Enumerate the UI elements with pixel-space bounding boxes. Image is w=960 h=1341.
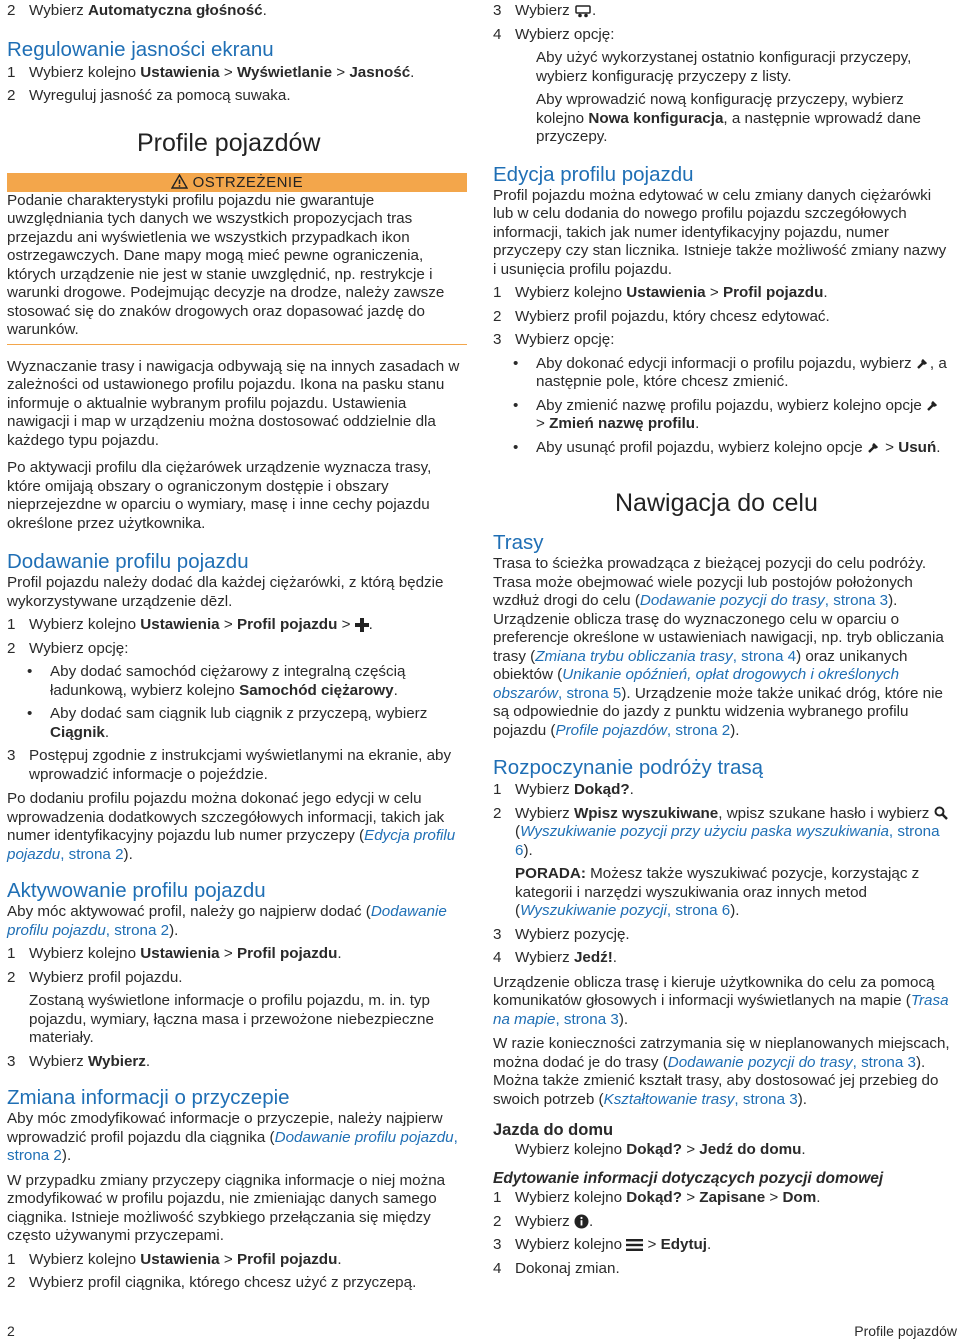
adding-step-1: 1 Wybierz kolejno Ustawienia > Profil pojazdu > .	[7, 616, 373, 633]
brightness-heading: Regulowanie jasności ekranu	[7, 37, 274, 61]
profiles-paragraph-2: Po aktywacji profilu dla ciężarówek urządzenie wyznacza trasy, które omijają obszary o ograniczonym dostępie i obszary nieprzejezdne w oparciu o wymiary, masę i inne cechy pojazdu określone przez użytkownika.	[7, 459, 432, 532]
info-icon[interactable]	[574, 1214, 589, 1229]
editing-heading: Edycja profilu pojazdu	[493, 162, 694, 186]
edit-home-step-2: 2 Wybierz .	[493, 1212, 594, 1230]
wrench-icon[interactable]	[926, 398, 940, 412]
adding-profile-heading: Dodawanie profilu pojazdu	[7, 550, 249, 573]
link-shape-route[interactable]: Kształtowanie trasy	[603, 1090, 735, 1108]
trailer-heading: Zmiana informacji o przyczepie	[7, 1086, 290, 1109]
link-adding-profile-2[interactable]: Dodawanie profilu pojazdu	[274, 1128, 454, 1146]
warning-text: Podanie charakterystyki profilu pojazdu nie gwarantuje uwzględniania tych danych we wszystkich propozycjach tras przejazdu ani wyświetlenia we wszystkich przypadkach ikon ostrzegawczych. Dane mapy mogą mieć pewne ograniczenia, których urządzenie nie jest w stanie uwzględnić, np. restrykcje i warunki drogowe. Podejmując decyzje na drodze, należy zawsze stosować się do znaków drogowych oraz dopasować jazdę do warunków.	[7, 191, 445, 338]
brightness-step-1: 1 Wybierz kolejno Ustawienia > Wyświetlanie > Jasność.	[7, 63, 415, 81]
left-column	[7, 0, 467, 1293]
link-route-mode[interactable]: Zmiana trybu obliczania trasy	[535, 647, 733, 665]
activating-step-2-note: Zostaną wyświetlone informacje o profilu pojazdu, m. in. typ pojazdu, wymiary, łączna masa i przewożone niebezpieczne materiały.	[29, 992, 434, 1046]
edit-home-step-1: 1 Wybierz kolejno Dokąd? > Zapisane > Dom.	[493, 1189, 821, 1206]
editing-bullet-2: • Aby zmienić nazwę profilu pojazdu, wybierz kolejno opcje > Zmień nazwę profilu.	[493, 397, 953, 434]
activating-step-3: 3 Wybierz Wybierz.	[7, 1052, 151, 1070]
chapter-title-navigation: Nawigacja do celu	[615, 489, 818, 517]
adding-intro: Profil pojazdu należy dodać dla każdej ciężarówki, z którą będzie wykorzystywane urządzenie dēzl.	[7, 574, 444, 610]
trailer-bullet-2: Aby wprowadzić nową konfigurację przyczepy, wybierz kolejno Nowa konfiguracja, a następnie wprowadź dane przyczepy.	[536, 91, 921, 145]
right-column	[493, 0, 953, 1278]
editing-step-1: 1 Wybierz kolejno Ustawienia > Profil pojazdu.	[493, 284, 828, 301]
link-adding-profile[interactable]: Dodawanie profilu pojazdu	[7, 903, 447, 939]
edit-home-step-4: 4 Dokonaj zmian.	[493, 1259, 620, 1277]
wrench-icon[interactable]	[916, 356, 930, 370]
warning-triangle-icon	[171, 174, 188, 189]
trailer-step-4: 4 Wybierz opcję:	[493, 25, 615, 43]
adding-bullet-1: • Aby dodać samochód ciężarowy z integralną częścią ładunkową, wybierz kolejno Samochód ciężarowy.	[27, 663, 406, 699]
warning-label: OSTRZEŻENIE	[192, 173, 304, 191]
editing-bullet-3: • Aby usunąć profil pojazdu, wybierz kolejno opcje > Usuń.	[513, 438, 941, 456]
starting-paragraph-1: Urządzenie oblicza trasę i kieruje użytkownika do celu za pomocą komunikatów głosowych i informacji wyświetlanych na mapie (Trasa na mapie, strona 3).	[493, 973, 949, 1028]
editing-step-2: 2 Wybierz profil pojazdu, który chcesz edytować.	[493, 307, 830, 325]
activating-step-1: 1 Wybierz kolejno Ustawienia > Profil pojazdu.	[7, 945, 342, 962]
link-vehicle-profiles[interactable]: Profile pojazdów	[555, 721, 667, 739]
editing-step-3: 3 Wybierz opcję:	[493, 331, 615, 348]
trailer-intro: Aby móc zmodyfikować informacje o przyczepie, należy najpierw wprowadzić profil pojazdu dla ciągnika (Dodawanie profilu pojazdu, strona 2).	[7, 1110, 458, 1164]
activating-intro: Aby móc aktywować profil, należy go najpierw dodać (Dodawanie profilu pojazdu, strona 2).	[7, 903, 447, 939]
editing-bullet-1: • Aby dokonać edycji informacji o profilu pojazdu, wybierz , a następnie pole, które chcesz zmienić.	[513, 354, 947, 390]
warning-rule	[7, 344, 467, 345]
profiles-paragraph-1: Wyznaczanie trasy i nawigacja odbywają się na innych zasadach w zależności od ustawionego profilu pojazdu. Ikona na pasku stanu informuje o aktualnie wybranym profilu pojazdu. Ustawienia nawigacji i map w urządzeniu można dostosować oddzielnie dla każdego typu pojazdu.	[7, 357, 460, 449]
link-finding-positions[interactable]: Wyszukiwanie pozycji	[520, 902, 667, 919]
link-route-on-map[interactable]: Trasa na mapie	[493, 992, 949, 1028]
trailer-paragraph: W przypadku zmiany przyczepy ciągnika informacje o niej można zmodyfikować w profilu pojazdu, nie zmieniając danych samego ciągnika. Istnieje możliwość szybkiego przełączania się między często używanymi przyczepami.	[7, 1171, 446, 1244]
starting-step-2: 2 Wybierz Wpisz wyszukiwane, wpisz szukane hasło i wybierz (Wyszukiwanie pozycji przy użyciu paska wyszukiwania, strona 6).	[493, 805, 953, 861]
trailer-step-3: 3 Wybierz .	[493, 2, 597, 19]
adding-bullet-2: • Aby dodać sam ciągnik lub ciągnik z przyczepą, wybierz Ciągnik.	[27, 705, 428, 741]
edit-home-step-3: 3 Wybierz kolejno > Edytuj.	[493, 1236, 712, 1253]
link-add-to-route[interactable]: Dodawanie pozycji do trasy	[639, 592, 825, 609]
starting-step-1: 1 Wybierz Dokąd?.	[493, 781, 634, 798]
go-home-line: Wybierz kolejno Dokąd? > Jedź do domu.	[515, 1141, 806, 1158]
starting-step-3: 3 Wybierz pozycję.	[493, 925, 630, 943]
adding-step-3: 3 Postępuj zgodnie z instrukcjami wyświetlanymi na ekranie, aby wprowadzić informacje o pojeździe.	[7, 747, 452, 783]
activating-step-2: 2 Wybierz profil pojazdu.	[7, 968, 183, 986]
starting-paragraph-2: W razie konieczności zatrzymania się w nieplanowanych miejscach, można dodać je do trasy (Dodawanie pozycji do trasy, strona 3). Można także zmienić kształt trasy, aby dostosować jej przebieg do swoich potrzeb (Kształtowanie trasy, strona 3).	[493, 1035, 950, 1108]
step-auto-volume: 2 Wybierz Automatyczna głośność.	[7, 2, 267, 19]
adding-step-2: 2 Wybierz opcję:	[7, 639, 129, 657]
adding-after: Po dodaniu profilu pojazdu można dokonać jego edycji w celu wprowadzenia dodatkowych szczegółowych informacji, takich jak numer identyfikacyjny pojazdu lub numer przyczepy (Edycja profilu pojazdu, strona 2).	[7, 790, 456, 863]
trailer-icon[interactable]	[574, 4, 592, 18]
brightness-step-2: 2 Wyreguluj jasność za pomocą suwaka.	[7, 87, 291, 104]
go-home-heading: Jazda do domu	[493, 1121, 614, 1139]
activating-profile-heading: Aktywowanie profilu pojazdu	[7, 879, 266, 902]
footer-page-number: 2	[7, 1323, 15, 1339]
starting-route-heading: Rozpoczynanie podróży trasą	[493, 756, 764, 779]
search-icon[interactable]	[934, 806, 948, 820]
link-avoidances[interactable]: Unikanie opóźnień, opłat drogowych i określonych obszarów	[493, 666, 900, 702]
plus-icon[interactable]	[355, 618, 369, 632]
wrench-icon[interactable]	[867, 440, 881, 454]
link-search-bar[interactable]: Wyszukiwanie pozycji przy użyciu paska wyszukiwania	[520, 823, 889, 840]
warning-banner	[7, 173, 467, 192]
starting-step-4: 4 Wybierz Jedź!.	[493, 949, 617, 966]
editing-intro: Profil pojazdu można edytować w celu zmiany danych ciężarówki lub w celu dodania do nowego profilu pojazdu szczegółowych informacji, takich jak numer identyfikacyjny pojazdu, numer przyczepy czy stan licznika. Istnieje także możliwość zmiany nazwy i usunięcia profilu pojazdu.	[493, 186, 947, 278]
routes-heading: Trasy	[493, 531, 544, 554]
edit-home-heading: Edytowanie informacji dotyczących pozycji domowej	[493, 1169, 884, 1187]
starting-tip: PORADA: Możesz także wyszukiwać pozycje, korzystając z kategorii i narzędzi wyszukiwania oraz innych metod (Wyszukiwanie pozycji, strona 6).	[515, 865, 920, 919]
trailer-bullet-1: Aby użyć wykorzystanej ostatnio konfiguracji przyczepy, wybierz konfigurację przyczepy z listy.	[536, 49, 912, 85]
trailer-step-1: 1 Wybierz kolejno Ustawienia > Profil pojazdu.	[7, 1250, 342, 1268]
routes-paragraph: Trasa to ścieżka prowadząca z bieżącej pozycji do celu podróży. Trasa może obejmować wiele pozycji lub postojów położonych wzdłuż drogi do celu (Dodawanie pozycji do trasy, strona 3). Urządzenie oblicza trasę do wyznaczonego celu w oparciu o preferencje określone w ustawieniach nawigacji, np. tryb obliczania trasy (Zmiana trybu obliczania trasy, strona 4) oraz unikanych obiektów (Unikanie opóźnień, opłat drogowych i określonych obszarów, strona 5). Urządzenie może także unikać dróg, które nie są odpowiednie do jazdy z punktu widzenia wybranego profilu pojazdu (Profile pojazdów, strona 2).	[493, 555, 944, 739]
link-add-to-route-2[interactable]: Dodawanie pozycji do trasy	[667, 1053, 853, 1071]
footer-section: Profile pojazdów	[854, 1323, 957, 1339]
chapter-title-vehicle-profiles: Profile pojazdów	[137, 128, 321, 157]
link-edit-profile[interactable]: Edycja profilu pojazdu	[7, 827, 456, 863]
menu-icon[interactable]	[626, 1238, 643, 1252]
trailer-step-2: 2 Wybierz profil ciągnika, którego chcesz użyć z przyczepą.	[7, 1274, 417, 1291]
